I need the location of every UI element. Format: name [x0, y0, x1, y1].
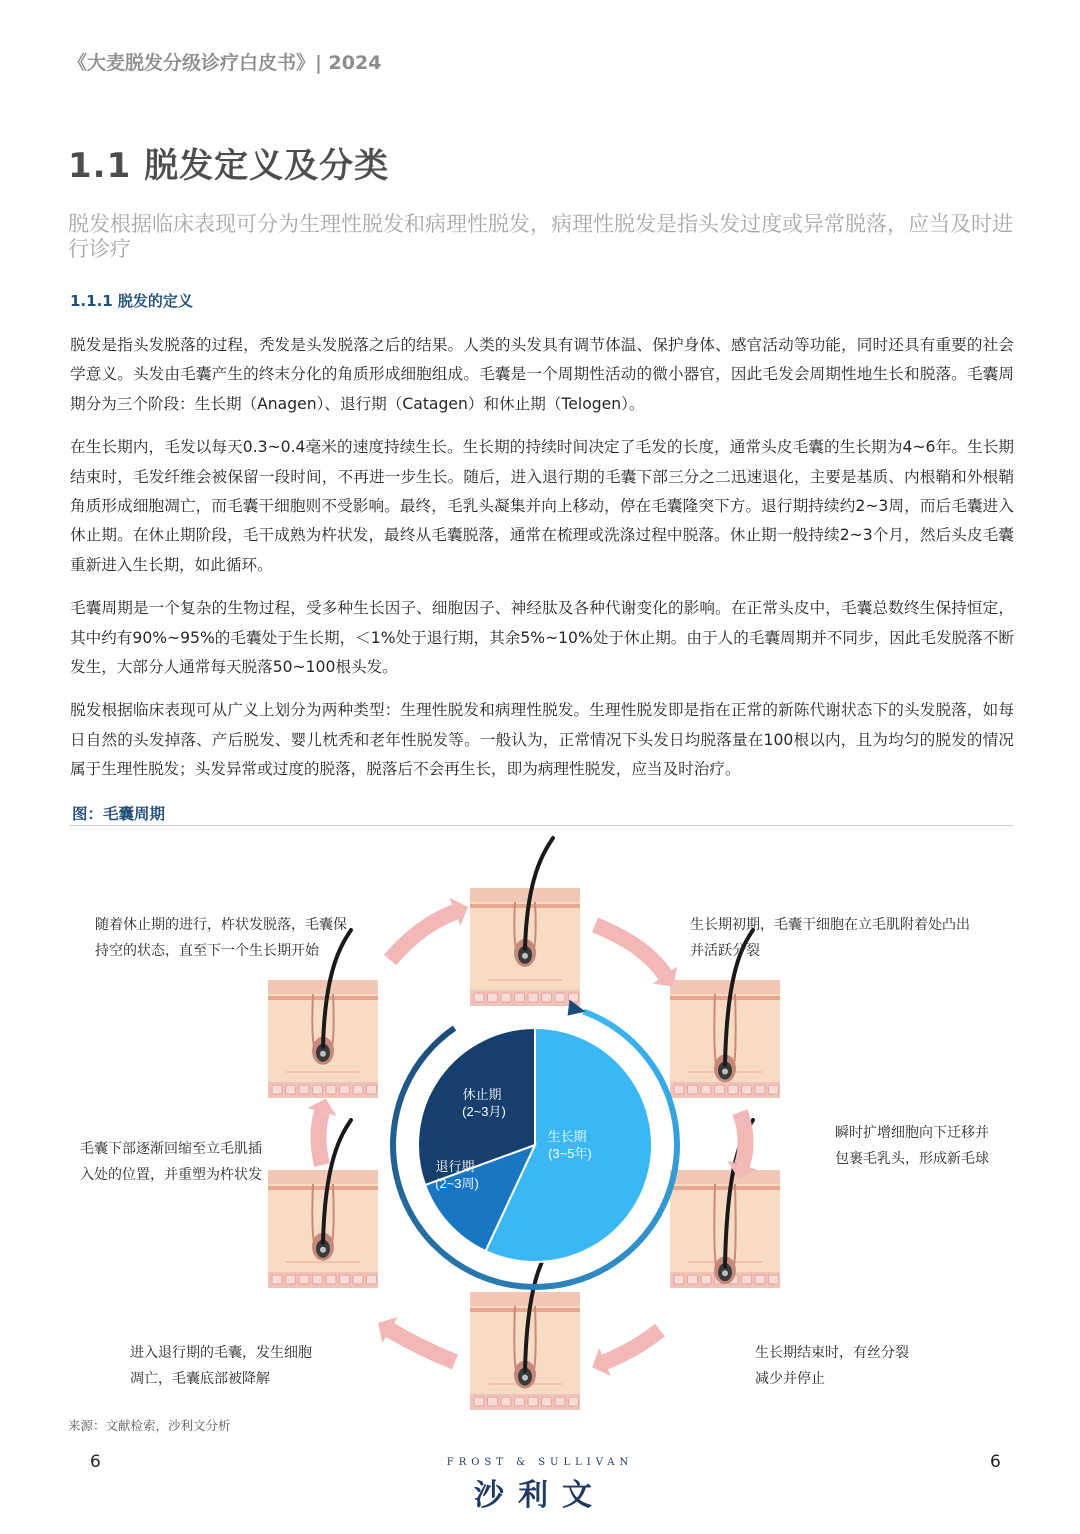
ring-segment [656, 1070, 665, 1088]
ring-segment [632, 1041, 646, 1056]
section-lead: 脱发根据临床表现可分为生理性脱发和病理性脱发，病理性脱发是指头发过度或异常脱落，应当及时进行诊疗 [68, 212, 1013, 261]
ring-segment [393, 1140, 394, 1160]
caption-line: 持空的状态，直至下一个生长期开始 [95, 943, 319, 959]
pie-label-anagen: 生长期 [547, 1129, 587, 1144]
figure-label: 图：毛囊周期 [72, 805, 166, 823]
paragraph: 脱发是指头发脱落的过程，秃发是头发脱落之后的结果。人类的头发具有调节体温、保护身体、感官活动等功能，同时还具有重要的社会学意义。头发由毛囊产生的终末分化的角质形成细胞组成。毛囊是一个周期性活动的微小器官，因此毛发会周期性地生长和脱落。毛囊周期分为三个阶段：生长期（Anagen）、退行期（Catagen）和休止期（Telogen）。 [70, 336, 1014, 413]
ring-segment [439, 1028, 455, 1041]
paragraph: 毛囊周期是一个复杂的生物过程，受多种生长因子、细胞因子、神经肽及各种代谢变化的影响。在正常头皮中，毛囊总数终生保持恒定，其中约有90%~95%的毛囊处于生长期，＜1%处于退行期，其余5%~10%处于休止期。由于人的毛囊周期并不同步，因此毛发脱落不断发生，大部分人通常每天脱落50~100根头发。 [70, 599, 1014, 677]
ring-segment [658, 1197, 667, 1215]
caption-line: 进入退行期的毛囊，发生细胞 [130, 1345, 312, 1361]
ring-segment [406, 1068, 416, 1086]
caption-line: 生长期结束时，有丝分裂 [755, 1345, 909, 1361]
caption-line: 包裹毛乳头，形成新毛球 [835, 1151, 989, 1167]
body-text [70, 331, 1014, 799]
document-header: 《大麦脱发分级诊疗白皮书》| 2024 [68, 52, 382, 74]
follicle-tile-late-anagen [470, 1242, 580, 1410]
ring-segment [673, 1160, 677, 1180]
caption-catagen [130, 1340, 312, 1392]
ring-segment [648, 1214, 659, 1231]
logo-chinese: 沙利文 [474, 1478, 606, 1513]
ring-segment [584, 1012, 602, 1020]
ring-segment [601, 1019, 618, 1030]
ring-segment [676, 1142, 677, 1162]
ring-segment [394, 1159, 397, 1179]
ring-segment [410, 1212, 421, 1229]
pie-label-catagen: 退行期 [435, 1159, 475, 1174]
phase-pie [418, 1028, 652, 1262]
ring-segment [589, 1268, 607, 1277]
arrow-full-to-late [592, 1330, 660, 1376]
ring-segment [395, 1103, 400, 1123]
arrow-late-to-catagen [378, 1317, 455, 1362]
follicle-tile-early-anagen [470, 838, 580, 1006]
ring-segment [420, 1228, 433, 1243]
caption-line: 减少并停止 [755, 1371, 825, 1387]
pie-label-telogen-duration: (2~3月) [462, 1104, 506, 1119]
ring-segment [478, 1275, 497, 1282]
caption-line: 瞬时扩增细胞向下迁移并 [835, 1125, 989, 1141]
page-number-left: 6 [90, 1452, 101, 1472]
caption-telogen [95, 912, 347, 964]
ring-segment [636, 1230, 649, 1245]
ring-segment [621, 1244, 636, 1257]
caption-line: 生长期初期，毛囊干细胞在立毛肌附着处凸出 [690, 917, 970, 933]
ring-segment [415, 1053, 427, 1069]
caption-line: 入处的位置，并重塑为杵状发 [80, 1167, 262, 1183]
ring-segment [645, 1055, 657, 1071]
follicle-tile-full-anagen [670, 1120, 780, 1288]
ring-segment [397, 1177, 403, 1196]
caption-line: 并活跃分裂 [690, 943, 760, 959]
ring-segment [606, 1257, 623, 1268]
ring-segment [552, 1282, 572, 1286]
ring-segment [571, 1276, 590, 1282]
ring-segment [671, 1104, 675, 1124]
arrow-catagen-to-telogen [308, 1099, 337, 1165]
ring-segment [432, 1243, 447, 1257]
paragraph: 脱发根据临床表现可从广义上划分为两种类型：生理性脱发和病理性脱发。生理性脱发即是指在正常的新陈代谢状态下的头发脱落，如每日自然的头发掉落、产后脱发、婴儿枕秃和老年性脱发等。一般认为，正常情况下头发日均脱落量在100根以内，且为均匀的脱发的情况属于生理性脱发；头发异常或过度的脱落，脱落后不会再生长，即为病理性脱发，应当及时治疗。 [70, 701, 1014, 779]
caption-line: 凋亡，毛囊底部被降解 [130, 1371, 270, 1387]
ring-segment [399, 1085, 406, 1104]
ring-segment [426, 1040, 440, 1055]
ring-segment [533, 1286, 553, 1287]
ring-segment [496, 1282, 516, 1286]
ring-segment [393, 1121, 395, 1141]
ring-segment [675, 1123, 677, 1143]
pie-label-anagen-duration: (3~5年) [548, 1146, 592, 1161]
caption-anagen [835, 1120, 989, 1172]
ring-segment [617, 1029, 633, 1042]
ring-segment [462, 1267, 480, 1276]
caption-early-anagen [690, 912, 970, 964]
source-note: 来源：文献检索，沙利文分析 [68, 1418, 231, 1433]
pie-label-telogen: 休止期 [462, 1087, 502, 1102]
section-title: 1.1 脱发定义及分类 [68, 146, 390, 186]
paragraph: 在生长期内，毛发以每天0.3~0.4毫米的速度持续生长。生长期的持续时间决定了毛发的长度，通常头皮毛囊的生长期为4~6年。生长期结束时，毛发纤维会被保留一段时间，不再进一步生长。随后，进入退行期的毛囊下部三分之二迅速退化，主要是基质、内根鞘和外根鞘角质形成细胞凋亡，而毛囊干细胞则不受影响。最终，毛乳头凝集并向上移动，停在毛囊隆突下方。退行期持续约2~3周，而后毛囊进入休止期。在休止期阶段，毛干成熟为杵状发，最终从毛囊脱落，通常在梳理或洗涤过程中脱落。休止期一般持续2~3个月，然后头皮毛囊重新进入生长期，如此循环。 [70, 438, 1014, 574]
caption-late-catagen [80, 1136, 262, 1188]
caption-late-anagen [755, 1340, 909, 1392]
logo-wordmark: FROST & SULLIVAN [446, 1457, 634, 1468]
pie-label-catagen-duration: (2~3周) [435, 1176, 479, 1191]
hair-cycle-figure [60, 830, 1020, 1410]
arrow-early-to-anagen [595, 925, 677, 986]
page-number-right: 6 [990, 1452, 1001, 1472]
ring-segment [515, 1286, 535, 1287]
figure-divider [70, 825, 1013, 826]
ring-segment [446, 1256, 463, 1267]
subsection-heading: 1.1.1 脱发的定义 [70, 292, 193, 310]
caption-line: 随着休止期的进行，杵状发脱落，毛囊保 [95, 917, 347, 933]
caption-line: 毛囊下部逐渐回缩至立毛肌插 [80, 1141, 262, 1157]
ring-segment [402, 1195, 410, 1213]
arrow-telogen-to-anagen [390, 898, 468, 960]
